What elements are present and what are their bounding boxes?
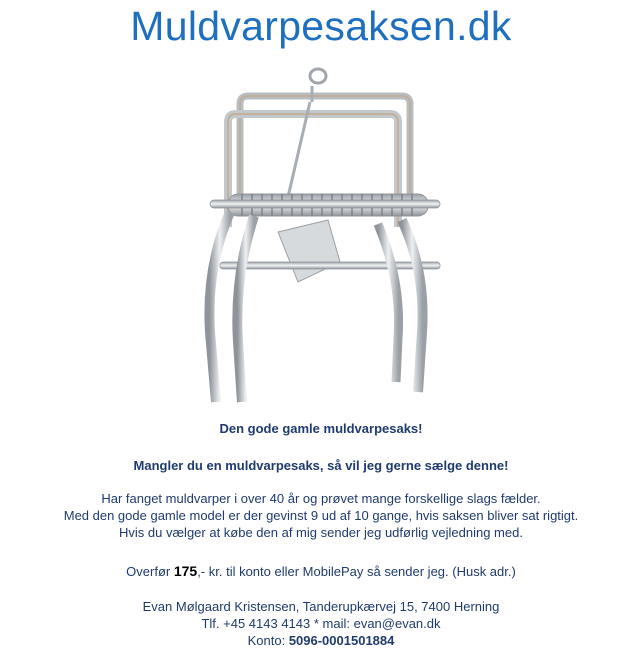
price-prefix: Overfør [126, 564, 174, 579]
site-title: Muldvarpesaksen.dk [130, 3, 512, 49]
headline: Den gode gamle muldvarpesaks! [219, 421, 423, 436]
mole-trap-icon [190, 62, 460, 407]
body-line-1: Har fanget muldvarper i over 40 år og prøvet mange forskellige slags fælder. [101, 491, 541, 506]
price-amount: 175 [173, 563, 198, 579]
price-line [0, 563, 642, 580]
body-line-3: Hvis du vælger at købe den af mig sender jeg udførlig vejledning med. [119, 525, 523, 540]
contact-phone-mail: Tlf. +45 4143 4143 * mail: evan@evan.dk [201, 616, 441, 631]
contact-account [0, 632, 642, 649]
account-number: 5096-0001501884 [288, 633, 395, 648]
account-label: Konto: [247, 633, 289, 648]
contact-address: Evan Mølgaard Kristensen, Tanderupkærvej 15, 7400 Herning [142, 599, 500, 614]
subheadline: Mangler du en muldvarpesaks, så vil jeg gerne sælge denne! [133, 458, 509, 473]
body-line-2: Med den gode gamle model er der gevinst 9 ud af 10 gange, hvis saksen bliver sat rigtigt. [63, 508, 579, 523]
price-suffix: ,- kr. til konto eller MobilePay så sender jeg. (Husk adr.) [197, 564, 516, 579]
